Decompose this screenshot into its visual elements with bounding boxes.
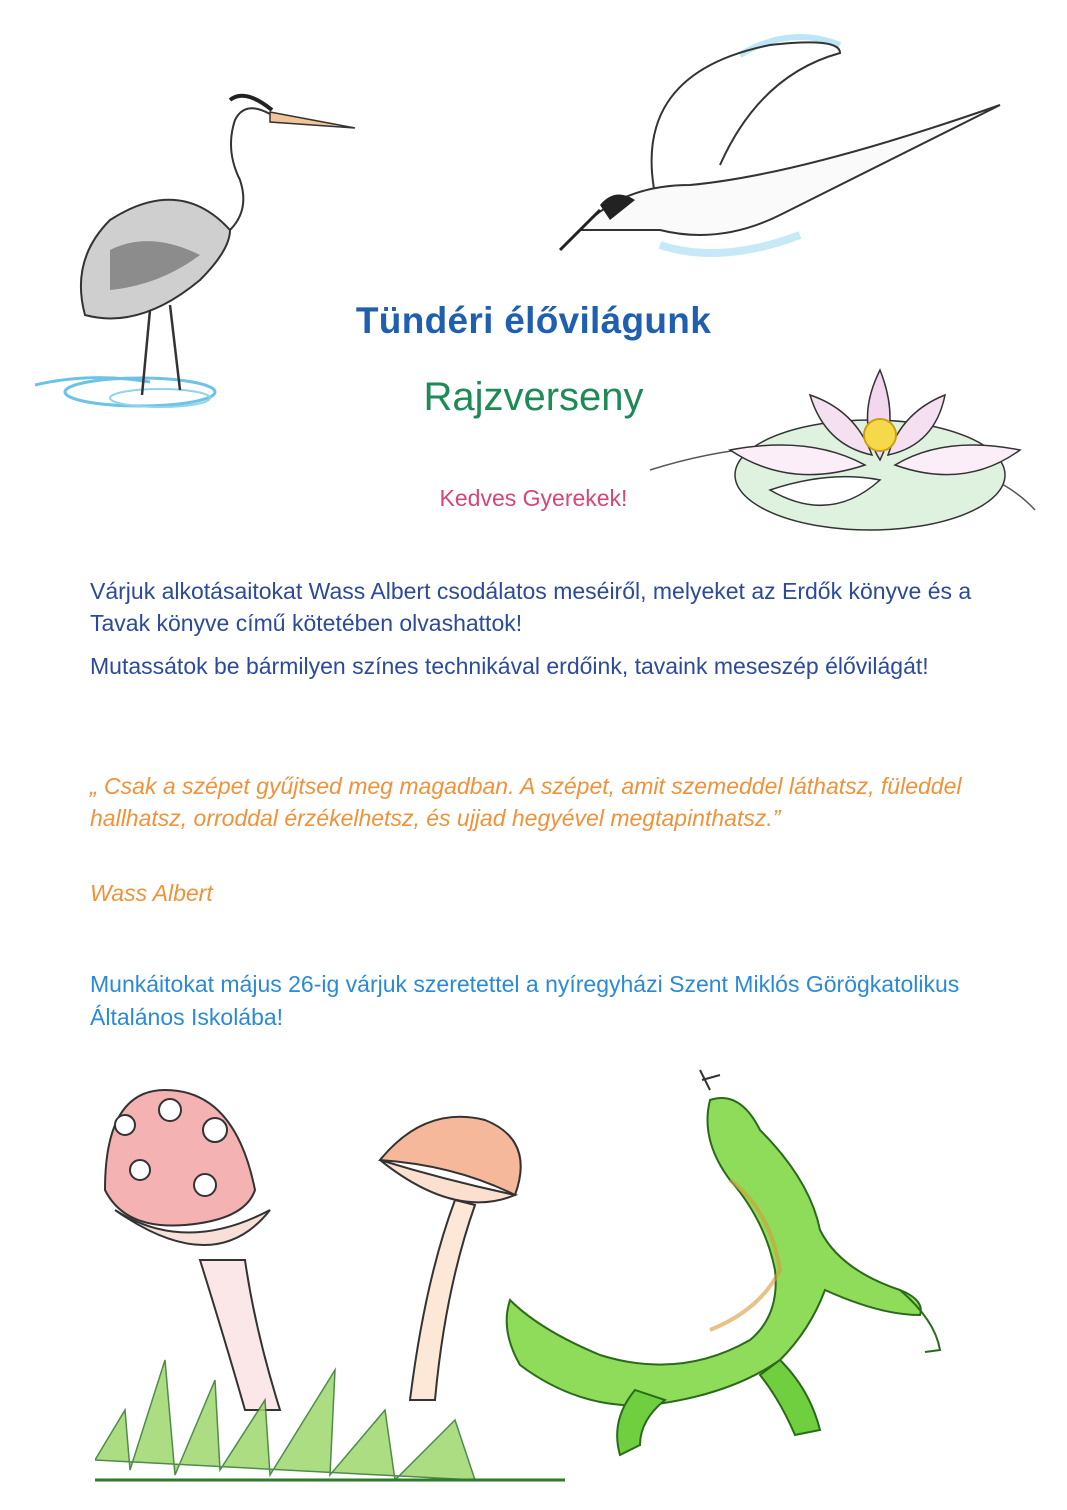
deadline-paragraph: Munkáitokat május 26-ig várjuk szeretettel a nyíregyházi Szent Miklós Görögkatolikus Általános Iskolába! — [90, 971, 960, 1030]
tern-illustration — [540, 15, 1020, 285]
heron-illustration — [30, 80, 370, 420]
poster-title: Tündéri élővilágunk — [355, 300, 712, 341]
poster-subtitle: Rajzverseny — [423, 375, 644, 419]
technique-paragraph: Mutassátok be bármilyen színes technikával erdőink, tavaink meseszép élővilágát! — [90, 653, 929, 679]
intro-paragraph: Várjuk alkotásaitokat Wass Albert csodálatos meséiről, melyeket az Erdők könyve és a Tavak könyve című kötetében olvashattok! — [90, 578, 972, 636]
lizard-illustration — [480, 1060, 980, 1470]
quote-author: Wass Albert — [90, 880, 213, 906]
greeting: Kedves Gyerekek! — [439, 485, 628, 511]
quote-text: „ Csak a szépet gyűjtsed meg magadban. A szépet, amit szemeddel láthatsz, füleddel hallhatsz, orroddal érzékelhetsz, és ujjad hegyével megtapinthatsz.” — [90, 773, 962, 831]
water-lily-illustration — [640, 340, 1040, 560]
